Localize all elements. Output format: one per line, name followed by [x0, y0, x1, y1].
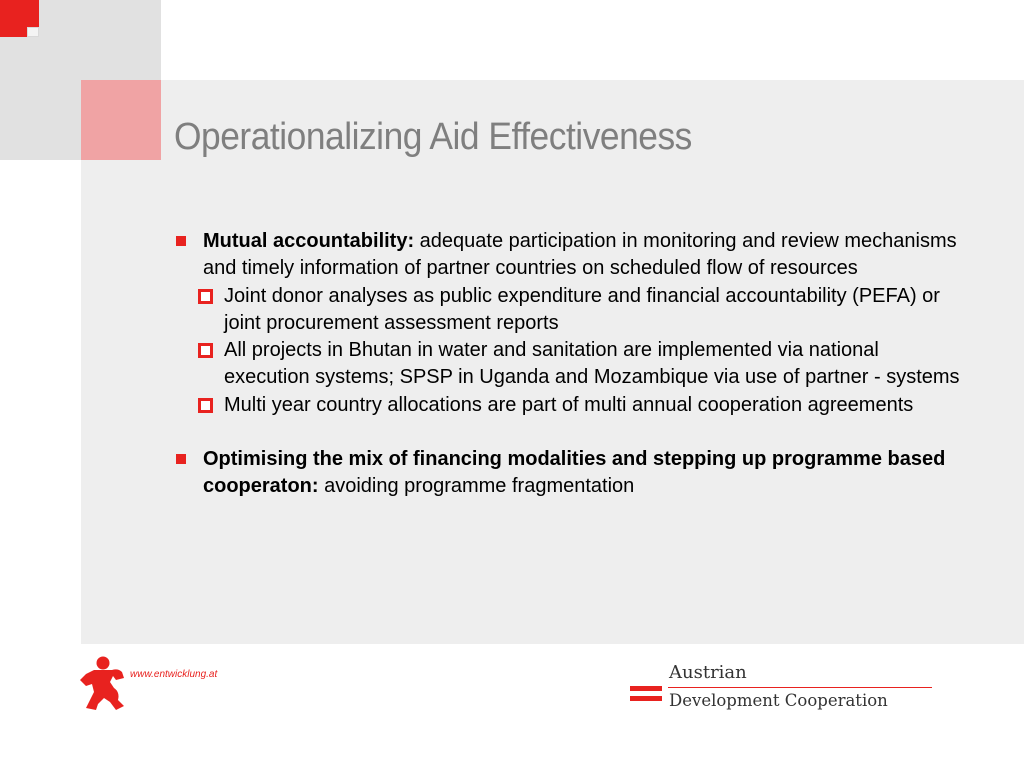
- decor-red-square-2: [27, 0, 39, 27]
- bullet-financing-modalities: [174, 446, 964, 501]
- org-name-line-2: Development Cooperation: [669, 691, 888, 710]
- slide-body: [174, 228, 964, 501]
- spacer: [174, 419, 964, 446]
- decor-pink-square: [81, 80, 161, 160]
- sub-bullet-pefa: [174, 283, 964, 338]
- sub-bullet-text: All projects in Bhutan in water and sanitation are implemented via national execution systems; SPSP in Uganda and Mozambique via use of partner - systems: [224, 339, 960, 389]
- bullet-mutual-accountability: [174, 228, 964, 283]
- austrian-flag-bars-icon: [630, 686, 662, 704]
- hollow-square-bullet-icon: [198, 398, 213, 413]
- red-square-bullet-icon: [176, 236, 186, 246]
- logo-divider-line: [668, 687, 932, 688]
- bullet-text: avoiding programme fragmentation: [318, 475, 635, 498]
- org-name-line-1: Austrian: [669, 662, 747, 683]
- sub-bullet-allocations: [174, 392, 964, 419]
- bullet-text: adequate participation in monitoring and review mechanisms and timely information of partner countries on scheduled flow of resources: [203, 230, 957, 280]
- footer-url-link[interactable]: www.entwicklung.at: [130, 669, 218, 680]
- bullet-bold-lead: Mutual accountability:: [203, 230, 415, 252]
- hollow-square-bullet-icon: [198, 289, 213, 304]
- decor-white-square: [27, 27, 39, 37]
- slide-title: Operationalizing Aid Effectiveness: [174, 116, 692, 158]
- hollow-square-bullet-icon: [198, 343, 213, 358]
- sub-bullet-bhutan: [174, 337, 964, 392]
- decor-gray-block-corner: [0, 37, 39, 80]
- sub-bullet-text: Joint donor analyses as public expenditure and financial accountability (PEFA) or joint procurement assessment reports: [224, 284, 940, 334]
- puzzle-figure-icon: [80, 656, 124, 710]
- bullet-bold-lead: Optimising the mix of financing modalities and stepping up programme based cooperaton:: [203, 448, 946, 498]
- red-square-bullet-icon: [176, 454, 186, 464]
- sub-bullet-text: Multi year country allocations are part of multi annual cooperation agreements: [224, 393, 914, 416]
- decor-red-square: [0, 0, 27, 37]
